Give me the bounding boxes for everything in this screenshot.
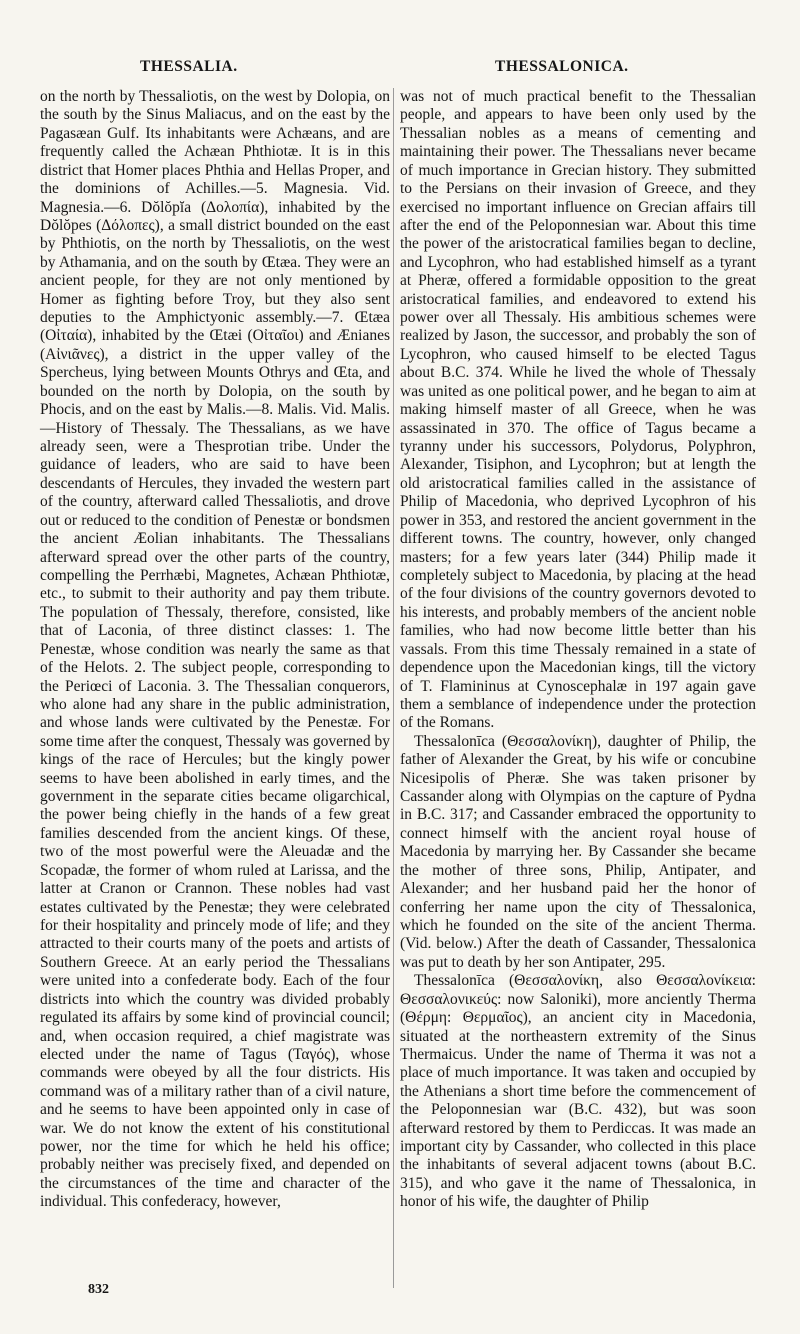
page-number: 832: [88, 1282, 109, 1297]
running-head-right: THESSALONICA.: [495, 58, 629, 75]
thessaly-history-continued: was not of much practical benefit to the Thessalian people, and appears to have been only used by the Thessalian nobles as a means of cementing and maintaining their power. The Thessalians never became of much importance in Grecian history. They submitted to the Persians on their invasion of Greece, and they exercised no important influence on Grecian affairs till after the end of the Peloponnesian war. About this time the power of the aristocratical families began to decline, and Lycophron, who had established himself as a tyrant at Pheræ, offered a formidable opposition to the great aristocratical families, and endeavored to extend his power over all Thessaly. His ambitious schemes were realized by Jason, the successor, and probably the son of Lycophron, who caused himself to be elected Tagus about B.C. 374. While he lived the whole of Thessaly was united as one political power, and he began to aim at making himself master of all Greece, when he was assassinated in 370. The office of Tagus became a tyranny under his successors, Polydorus, Polyphron, Alexander, Tisiphon, and Lycophron; but at length the old aristocratical families called in the assistance of Philip of Macedonia, who deprived Lycophron of his power in 353, and restored the ancient government in the different towns. The country, however, only changed masters; for a few years later (344) Philip made it completely subject to Macedonia, by placing at the head of the four divisions of the country governors devoted to his interests, and probably members of the ancient noble families, who had now become little better than his vassals. From this time Thessaly remained in a state of dependence upon the Macedonian kings, till the victory of T. Flamininus at Cynoscephalæ in 197 again gave them a semblance of independence under the protection of the Romans.: [400, 88, 756, 732]
left-column: [40, 88, 390, 1212]
entry-thessalonica-daughter: Thessalonīca (Θεσσαλονίκη), daughter of Philip, the father of Alexander the Great, by his wife or concubine Nicesipolis of Pheræ. She was taken prisoner by Cassander along with Olympias on the capture of Pydna in B.C. 317; and Cassander embraced the opportunity to connect himself with the ancient royal house of Macedonia by marrying her. By Cassander she became the mother of three sons, Philip, Antipater, and Alexander; and her husband paid her the honor of conferring her name upon the city of Thessalonica, which he founded on the site of the ancient Therma. (Vid. below.) After the death of Cassander, Thessalonica was put to death by her son Antipater, 295.: [400, 732, 756, 971]
right-column: [400, 88, 756, 1212]
column-rule: [393, 88, 394, 1288]
entry-thessalonica-city: Thessalonīca (Θεσσαλονίκη, also Θεσσαλονίκεια: Θεσσαλονικεύς: now Saloniki), more anciently Therma (Θέρμη: Θερμαῖος), an ancient city in Macedonia, situated at the northeastern extremity of the Sinus Thermaicus. Under the name of Therma it was not a place of much importance. It was taken and occupied by the Athenians a short time before the commencement of the Peloponnesian war (B.C. 432), but was soon afterward restored by them to Perdiccas. It was made an important city by Cassander, who collected in this place the inhabitants of several adjacent towns (about B.C. 315), and who gave it the name of Thessalonica, in honor of his wife, the daughter of Philip: [400, 972, 756, 1211]
left-column-text: on the north by Thessaliotis, on the west by Dolopia, on the south by the Sinus Maliacus, and on the east by the Pagasæan Gulf. Its inhabitants were Achæans, and are frequently called the Achæan Phthiotæ. It is in this district that Homer places Phthia and Hellas Proper, and the dominions of Achilles.—5. Magnesia. Vid. Magnesia.—6. Dŏlŏpĭa (Δολοπία), inhabited by the Dŏlŏpes (Δόλοπες), a small district bounded on the east by Phthiotis, on the north by Thessaliotis, on the west by Athamania, and on the south by Œtæa. They were an ancient people, for they are not only mentioned by Homer as fighting before Troy, but they also sent deputies to the Amphictyonic assembly.—7. Œtæa (Οἰταία), inhabited by the Œtæi (Οἰταῖοι) and Ænianes (Αἰνιᾶνες), a district in the upper valley of the Spercheus, lying between Mounts Othrys and Œta, and bounded on the north by Dolopia, on the south by Phocis, and on the east by Malis.—8. Malis. Vid. Malis.—History of Thessaly. The Thessalians, as we have already seen, were a Thesprotian tribe. Under the guidance of leaders, who are said to have been descendants of Hercules, they invaded the western part of the country, afterward called Thessaliotis, and drove out or reduced to the condition of Penestæ or bondsmen the ancient Æolian inhabitants. The Thessalians afterward spread over the other parts of the country, compelling the Perrhæbi, Magnetes, Achæan Phthiotæ, etc., to submit to their authority and pay them tribute. The population of Thessaly, therefore, consisted, like that of Laconia, of three distinct classes: 1. The Penestæ, whose condition was nearly the same as that of the Helots. 2. The subject people, corresponding to the Periœci of Laconia. 3. The Thessalian conquerors, who alone had any share in the public administration, and whose lands were cultivated by the Penestæ. For some time after the conquest, Thessaly was governed by kings of the race of Hercules; but the kingly power seems to have been abolished in early times, and the government in the separate cities became oligarchical, the power being chiefly in the hands of a few great families descended from the ancient kings. Of these, two of the most powerful were the Aleuadæ and the Scopadæ, the former of whom ruled at Larissa, and the latter at Cranon or Crannon. These nobles had vast estates cultivated by the Penestæ; they were celebrated for their hospitality and princely mode of life; and they attracted to their courts many of the poets and artists of Southern Greece. At an early period the Thessalians were united into a confederate body. Each of the four districts into which the country was divided probably regulated its affairs by some kind of provincial council; and, when occasion required, a chief magistrate was elected under the name of Tagus (Ταγός), whose commands were obeyed by all the four districts. His command was of a military rather than of a civil nature, and he seems to have been appointed only in case of war. We do not know the extent of his constitutional power, nor the time for which he held his office; probably neither was precisely fixed, and depended on the circumstances of the time and character of the individual. This confederacy, however,: [40, 88, 390, 1211]
running-head-left: THESSALIA.: [140, 58, 238, 75]
